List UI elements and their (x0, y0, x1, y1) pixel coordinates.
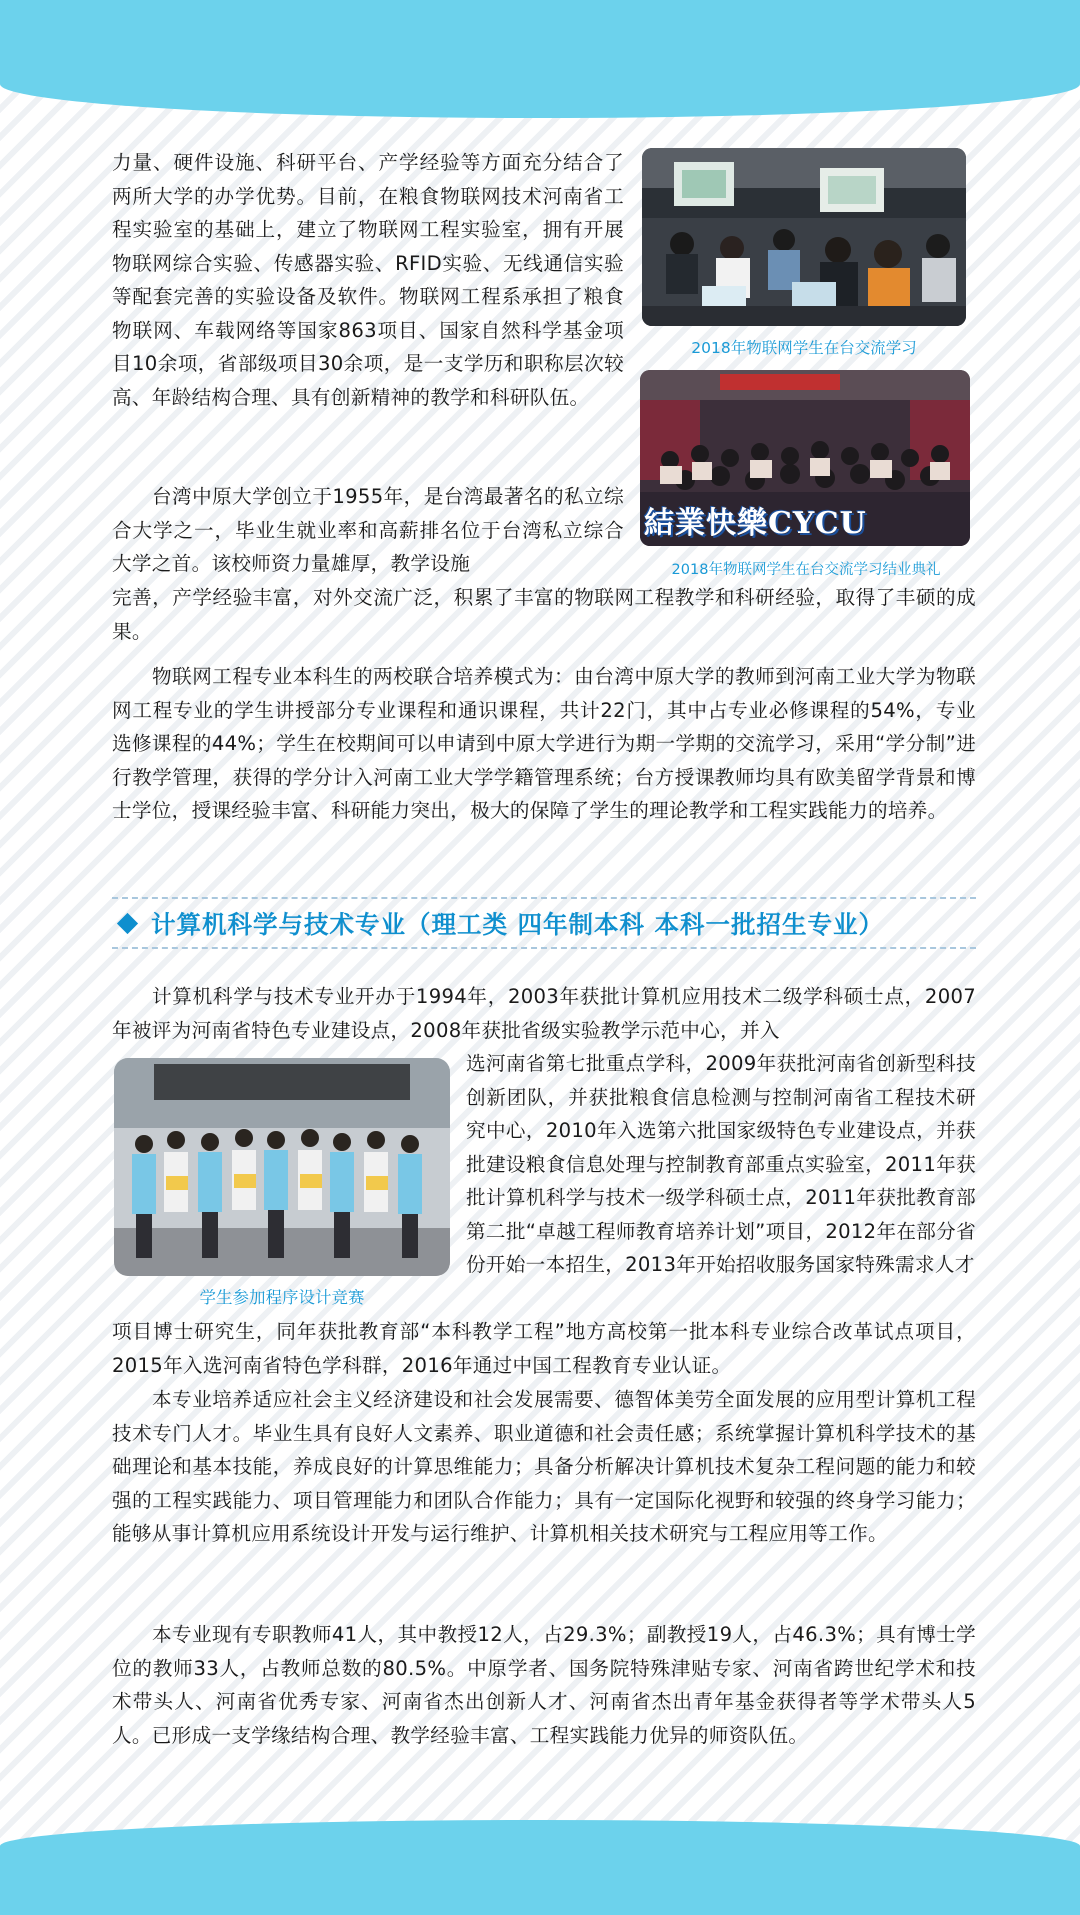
paragraph-joint-training: 物联网工程专业本科生的两校联合培养模式为：由台湾中原大学的教师到河南工业大学为物联网工程专业的学生讲授部分专业课程和通识课程，共计22门，其中占专业必修课程的54%，专业选修课程的44%；学生在校期间可以申请到中原大学进行为期一学期的交流学习，采用“学分制”进行教学管理，获得的学分计入河南工业大学学籍管理系统；台方授课教师均具有欧美留学背景和博士学位，授课经验丰富、科研能力突出，极大的保障了学生的理论教学和工程实践能力的培养。 (112, 665, 976, 822)
paragraph-cycu-intro: 台湾中原大学创立于1955年，是台湾最著名的私立综合大学之一，毕业生就业率和高薪排名位于台湾私立综合大学之首。该校师资力量雄厚，教学设施 (112, 485, 624, 575)
photo-classroom-exchange (642, 148, 966, 326)
photo-programming-contest (114, 1058, 450, 1276)
section-title: 计算机科学与技术专业（理工类 四年制本科 本科一批招生专业） (151, 909, 885, 939)
bottom-decorative-band (0, 1820, 1080, 1915)
caption-photo-contest: 学生参加程序设计竞赛 (199, 1288, 365, 1307)
paragraph-lab-overview: 力量、硬件设施、科研平台、产学经验等方面充分结合了两所大学的办学优势。目前，在粮食物联网技术河南省工程实验室的基础上，建立了物联网工程实验室，拥有开展物联网综合实验、传感器实验、RFID实验、无线通信实验等配套完善的实验设备及软件。物联网工程系承担了粮食物联网、车载网络等国家863项目、国家自然科学基金项目10余项，省部级项目30余项，是一支学历和职称层次较高、年龄结构合理、具有创新精神的教学和科研队伍。 (112, 151, 624, 409)
diamond-bullet-icon (117, 912, 138, 933)
paragraph-cycu-intro-cont: 完善，产学经验丰富，对外交流广泛，积累了丰富的物联网工程教学和科研经验，取得了丰硕的成果。 (112, 586, 976, 643)
paragraph-cs-history-cont: 选河南省第七批重点学科，2009年获批河南省创新型科技创新团队，并获批粮食信息检测与控制河南省工程技术研究中心，2010年入选第六批国家级特色专业建设点，并获批建设粮食信息处理与控制教育部重点实验室，2011年获批计算机科学与技术一级学科硕士点，2011年获批教育部第二批“卓越工程师教育培养计划”项目，2012年在部分省份开始一本招生，2013年开始招收服务国家特殊需求人才 (466, 1052, 976, 1276)
photo-graduation-ceremony (640, 370, 970, 546)
paragraph-cs-history: 计算机科学与技术专业开办于1994年，2003年获批计算机应用技术二级学科硕士点，2007年被评为河南省特色专业建设点，2008年获批省级实验教学示范中心，并入 (112, 985, 976, 1042)
top-decorative-band (0, 0, 1080, 118)
banner-cycu: 結業快樂CYCU (644, 506, 867, 541)
paragraph-cs-history-end: 项目博士研究生，同年获批教育部“本科教学工程”地方高校第一批本科专业综合改革试点项目，2015年入选河南省特色学科群，2016年通过中国工程教育专业认证。 (112, 1320, 976, 1377)
paragraph-cs-goals: 本专业培养适应社会主义经济建设和社会发展需要、德智体美劳全面发展的应用型计算机工程技术专门人才。毕业生具有良好人文素养、职业道德和社会责任感；系统掌握计算机科学技术的基础理论和基本技能，养成良好的计算思维能力；具备分析解决计算机技术复杂工程问题的能力和较强的工程实践能力、项目管理能力和团队合作能力；具有一定国际化视野和较强的终身学习能力；能够从事计算机应用系统设计开发与运行维护、计算机相关技术研究与工程应用等工作。 (112, 1388, 976, 1545)
section-heading (112, 897, 976, 949)
caption-photo-classroom: 2018年物联网学生在台交流学习 (691, 339, 917, 357)
paragraph-cs-faculty: 本专业现有专职教师41人，其中教授12人，占29.3%；副教授19人，占46.3%；具有博士学位的教师33人，占教师总数的80.5%。中原学者、国务院特殊津贴专家、河南省跨世纪学术和技术带头人、河南省优秀专家、河南省杰出创新人才、河南省杰出青年基金获得者等学术带头人5人。已形成一支学缘结构合理、教学经验丰富、工程实践能力优异的师资队伍。 (112, 1623, 976, 1747)
caption-photo-ceremony: 2018年物联网学生在台交流学习结业典礼 (671, 562, 941, 578)
